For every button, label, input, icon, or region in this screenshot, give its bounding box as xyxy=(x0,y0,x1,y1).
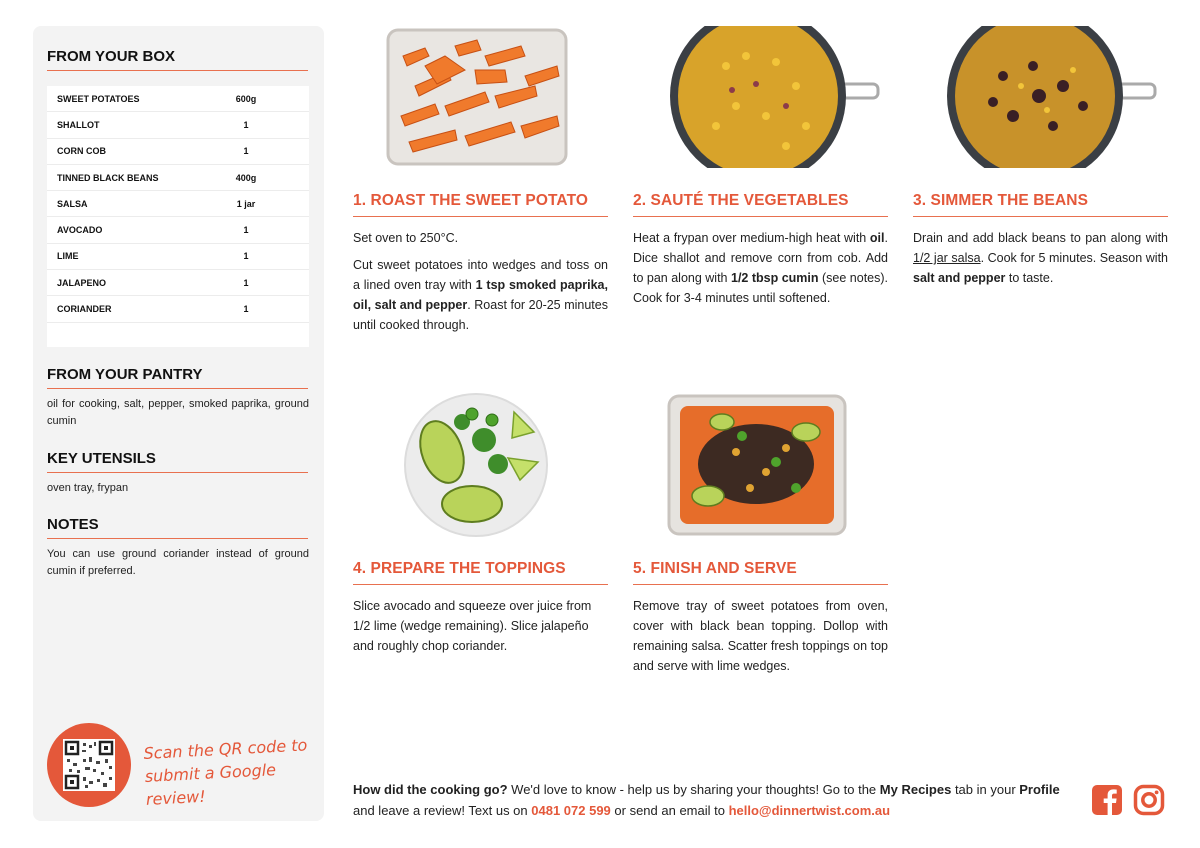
qr-code[interactable] xyxy=(63,739,115,791)
qr-badge[interactable] xyxy=(47,723,131,807)
utensils-title: KEY UTENSILS xyxy=(47,450,308,473)
step-1-title: 1. ROAST THE SWEET POTATO xyxy=(353,192,608,217)
pantry-text: oil for cooking, salt, pepper, smoked paprika, ground cumin xyxy=(47,398,309,427)
step-4-title: 4. PREPARE THE TOPPINGS xyxy=(353,560,608,585)
step-3-body: Drain and add black beans to pan along with 1/2 jar salsa. Cook for 5 minutes. Season with salt and pepper to taste. xyxy=(913,231,1168,285)
table-row: CORN COB 1 xyxy=(47,139,309,165)
step-5-title: 5. FINISH AND SERVE xyxy=(633,560,888,585)
table-row: LIME 1 xyxy=(47,244,309,270)
utensils-text: oven tray, frypan xyxy=(47,482,129,494)
notes-title: NOTES xyxy=(47,516,308,539)
step-4-image xyxy=(402,392,552,538)
ingredients-table xyxy=(47,86,309,347)
table-row: SHALLOT 1 xyxy=(47,112,309,138)
table-row: JALAPENO 1 xyxy=(47,270,309,296)
step-2-image xyxy=(666,26,882,168)
step-3-image xyxy=(943,26,1159,168)
table-row: CORIANDER 1 xyxy=(47,296,309,322)
email-link[interactable]: hello@dinnertwist.com.au xyxy=(728,803,891,818)
table-row: SWEET POTATOES 600g xyxy=(47,86,309,112)
step-2-title: 2. SAUTÉ THE VEGETABLES xyxy=(633,192,888,217)
instagram-icon[interactable] xyxy=(1133,784,1165,816)
sidebar xyxy=(33,26,324,821)
table-row: SALSA 1 jar xyxy=(47,191,309,217)
step-5-image xyxy=(666,392,848,538)
step-4-body: Slice avocado and squeeze over juice from 1/2 lime (wedge remaining). Slice jalapeño and roughly chop coriander. xyxy=(353,599,592,653)
facebook-icon[interactable] xyxy=(1091,784,1123,816)
footer-text: How did the cooking go? We'd love to know - help us by sharing your thoughts! Go to the My Recipes tab in your Profile and leave a review! Text us on 0481 072 599 or send an email to hello@dinnertwist.com.au xyxy=(353,782,1060,818)
notes-text: You can use ground coriander instead of ground cumin if preferred. xyxy=(47,548,309,577)
step-1-image xyxy=(385,26,575,168)
step-1-body: Set oven to 250°C. Cut sweet potatoes into wedges and toss on a lined oven tray with 1 tsp smoked paprika, oil, salt and pepper. Roast for 20-25 minutes until cooked through. xyxy=(353,231,608,332)
table-row: TINNED BLACK BEANS 400g xyxy=(47,165,309,191)
step-3-title: 3. SIMMER THE BEANS xyxy=(913,192,1168,217)
pantry-title: FROM YOUR PANTRY xyxy=(47,366,308,389)
from-your-box-title: FROM YOUR BOX xyxy=(47,48,308,71)
table-row: AVOCADO 1 xyxy=(47,217,309,243)
phone-link[interactable]: 0481 072 599 xyxy=(531,803,611,818)
qr-code-icon xyxy=(63,739,115,791)
qr-caption: Scan the QR code to submit a Google review! xyxy=(143,735,308,809)
step-2-body: Heat a frypan over medium-high heat with oil. Dice shallot and remove corn from cob. Add to pan along with 1/2 tbsp cumin (see notes). Cook for 3-4 minutes until softened. xyxy=(633,231,889,305)
step-5-body: Remove tray of sweet potatoes from oven, cover with black bean topping. Dollop with remaining salsa. Scatter fresh toppings on top and serve with lime wedges. xyxy=(633,599,888,673)
